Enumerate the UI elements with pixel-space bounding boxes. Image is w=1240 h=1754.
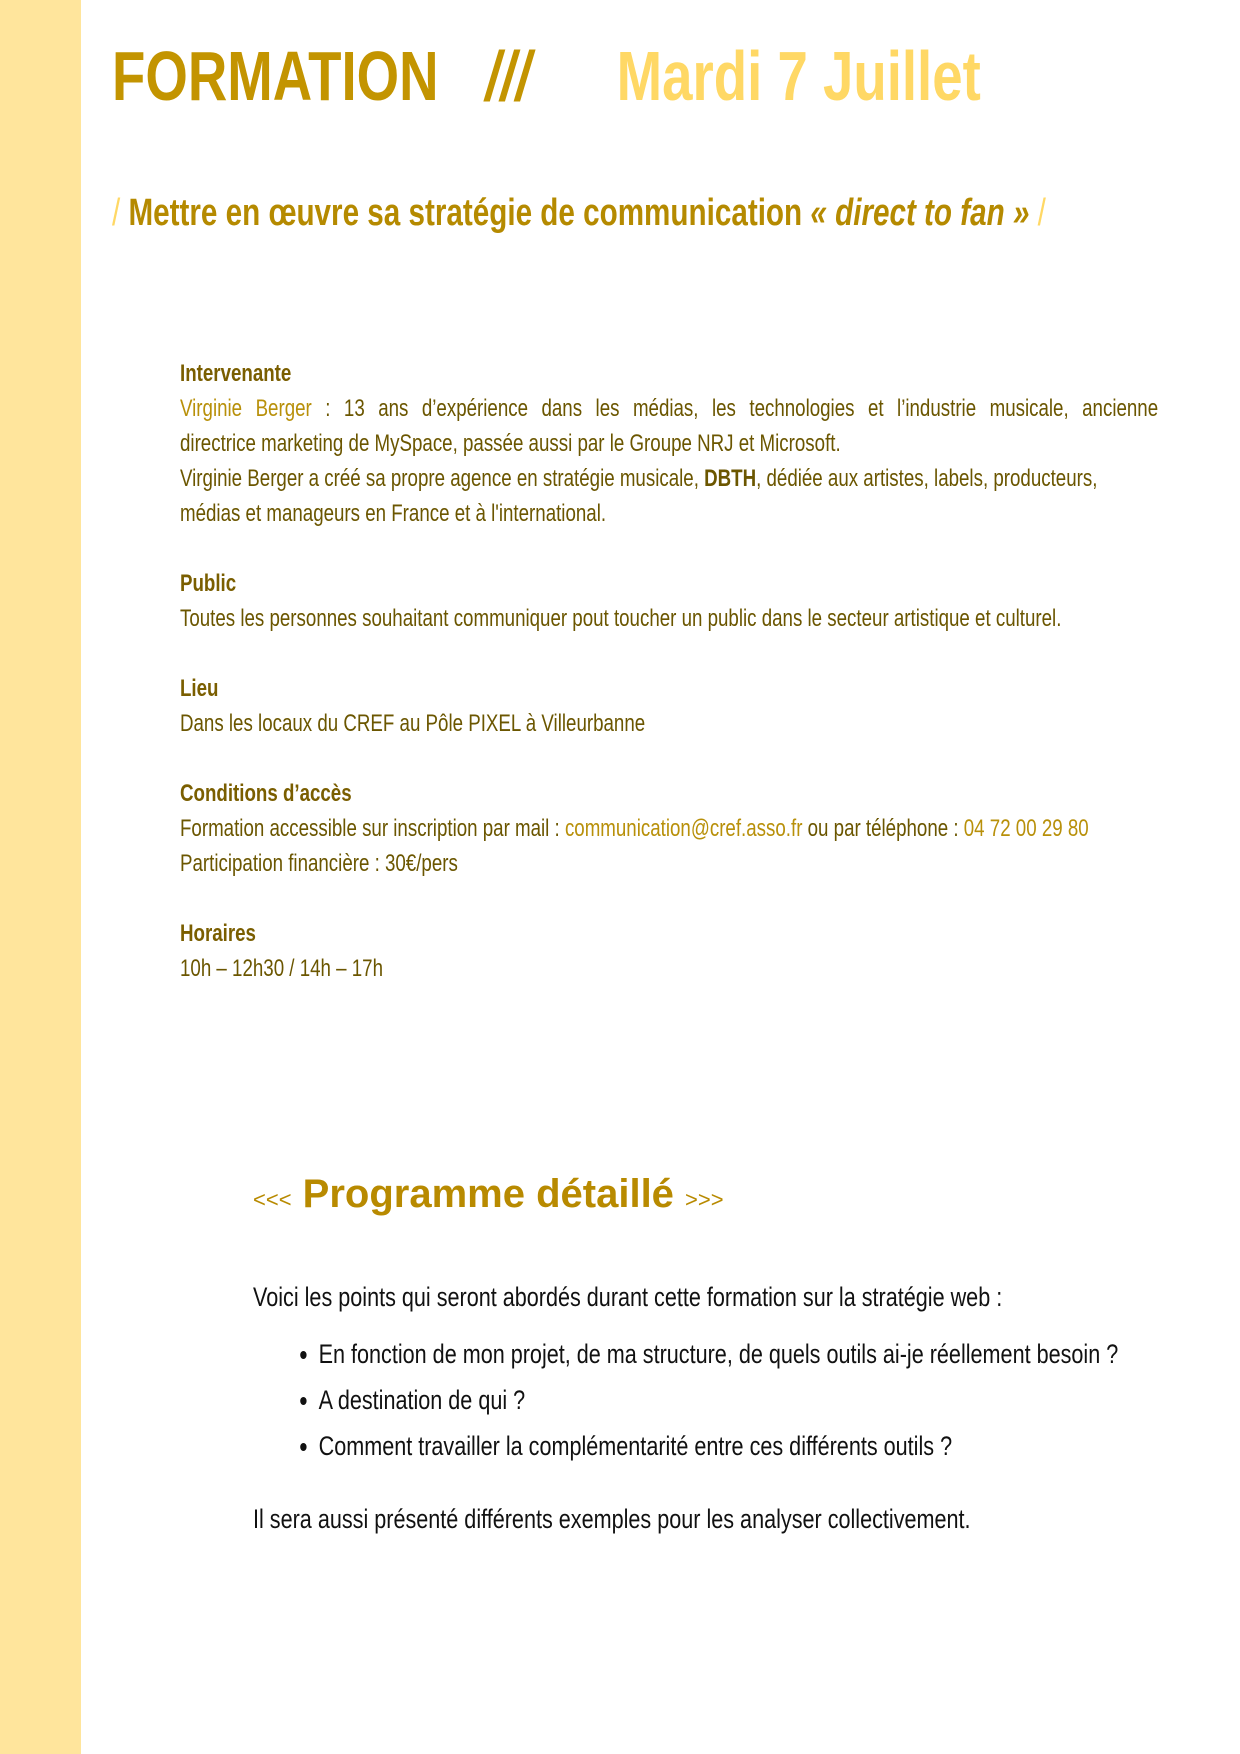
conditions-text: ou par téléphone : bbox=[802, 815, 964, 842]
phone-number: 04 72 00 29 80 bbox=[963, 815, 1089, 842]
page-subtitle bbox=[112, 192, 1046, 235]
section-heading: Horaires bbox=[180, 920, 256, 947]
section-heading: Public bbox=[180, 570, 237, 597]
section-intervenante bbox=[180, 356, 1158, 531]
decorative-sidebar bbox=[0, 0, 81, 1754]
intervenante-line: directrice marketing de MySpace, passée aussi par le Groupe NRJ et Microsoft. bbox=[180, 430, 841, 457]
section-heading: Lieu bbox=[180, 675, 219, 702]
programme-heading bbox=[253, 1172, 724, 1217]
info-sections bbox=[180, 356, 1158, 1021]
subtitle-text: Mettre en œuvre sa stratégie de communication bbox=[128, 192, 811, 234]
horaires-text: 10h – 12h30 / 14h – 17h bbox=[180, 955, 383, 982]
programme-list bbox=[253, 1339, 1181, 1462]
intervenante-text: , dédiée aux artistes, labels, producteurs, bbox=[756, 465, 1098, 492]
programme-content bbox=[253, 1282, 1181, 1535]
public-text: Toutes les personnes souhaitant communiquer pout toucher un public dans le secteur artistique et culturel. bbox=[180, 605, 1062, 632]
email-link[interactable]: communication@cref.asso.fr bbox=[564, 815, 803, 842]
programme-intro: Voici les points qui seront abordés durant cette formation sur la stratégie web : bbox=[253, 1282, 1003, 1312]
section-horaires bbox=[180, 916, 1158, 986]
section-public bbox=[180, 566, 1158, 636]
arrow-left-decoration: <<< bbox=[253, 1187, 292, 1212]
intervenante-line: médias et manageurs en France et à l'international. bbox=[180, 500, 607, 527]
section-heading: Conditions d’accès bbox=[180, 780, 352, 807]
price-text: Participation financière : 30€/pers bbox=[180, 850, 458, 877]
intervenante-text: : 13 ans d’expérience dans les médias, les technologies et l’industrie musicale, ancienne bbox=[311, 395, 1159, 422]
title-separator: /// bbox=[485, 37, 531, 115]
section-lieu bbox=[180, 671, 1158, 741]
agency-name: DBTH bbox=[704, 465, 757, 492]
conditions-text: Formation accessible sur inscription par mail : bbox=[180, 815, 565, 842]
section-heading: Intervenante bbox=[180, 360, 292, 387]
page-title bbox=[112, 36, 981, 116]
lieu-text: Dans les locaux du CREF au Pôle PIXEL à Villeurbanne bbox=[180, 710, 646, 737]
list-item: • En fonction de mon projet, de ma structure, de quels outils ai-je réellement besoin ? bbox=[319, 1339, 1181, 1370]
arrow-right-decoration: >>> bbox=[685, 1187, 724, 1212]
section-conditions bbox=[180, 776, 1158, 881]
intervenante-line bbox=[180, 391, 1158, 426]
list-item: • A destination de qui ? bbox=[319, 1385, 1181, 1416]
conditions-line bbox=[180, 811, 1158, 846]
intervenante-line bbox=[180, 461, 1158, 496]
speaker-name: Virginie Berger bbox=[180, 395, 312, 422]
subtitle-slash-open: / bbox=[112, 192, 121, 234]
subtitle-emphasis: « direct to fan » bbox=[810, 192, 1030, 234]
title-formation: FORMATION bbox=[112, 37, 439, 115]
subtitle-slash-close: / bbox=[1037, 192, 1046, 234]
intervenante-text: Virginie Berger a créé sa propre agence en stratégie musicale, bbox=[180, 465, 705, 492]
title-date: Mardi 7 Juillet bbox=[616, 37, 981, 115]
list-item: • Comment travailler la complémentarité entre ces différents outils ? bbox=[319, 1431, 1181, 1462]
programme-title: Programme détaillé bbox=[302, 1172, 674, 1216]
programme-closing: Il sera aussi présenté différents exemples pour les analyser collectivement. bbox=[253, 1504, 971, 1534]
